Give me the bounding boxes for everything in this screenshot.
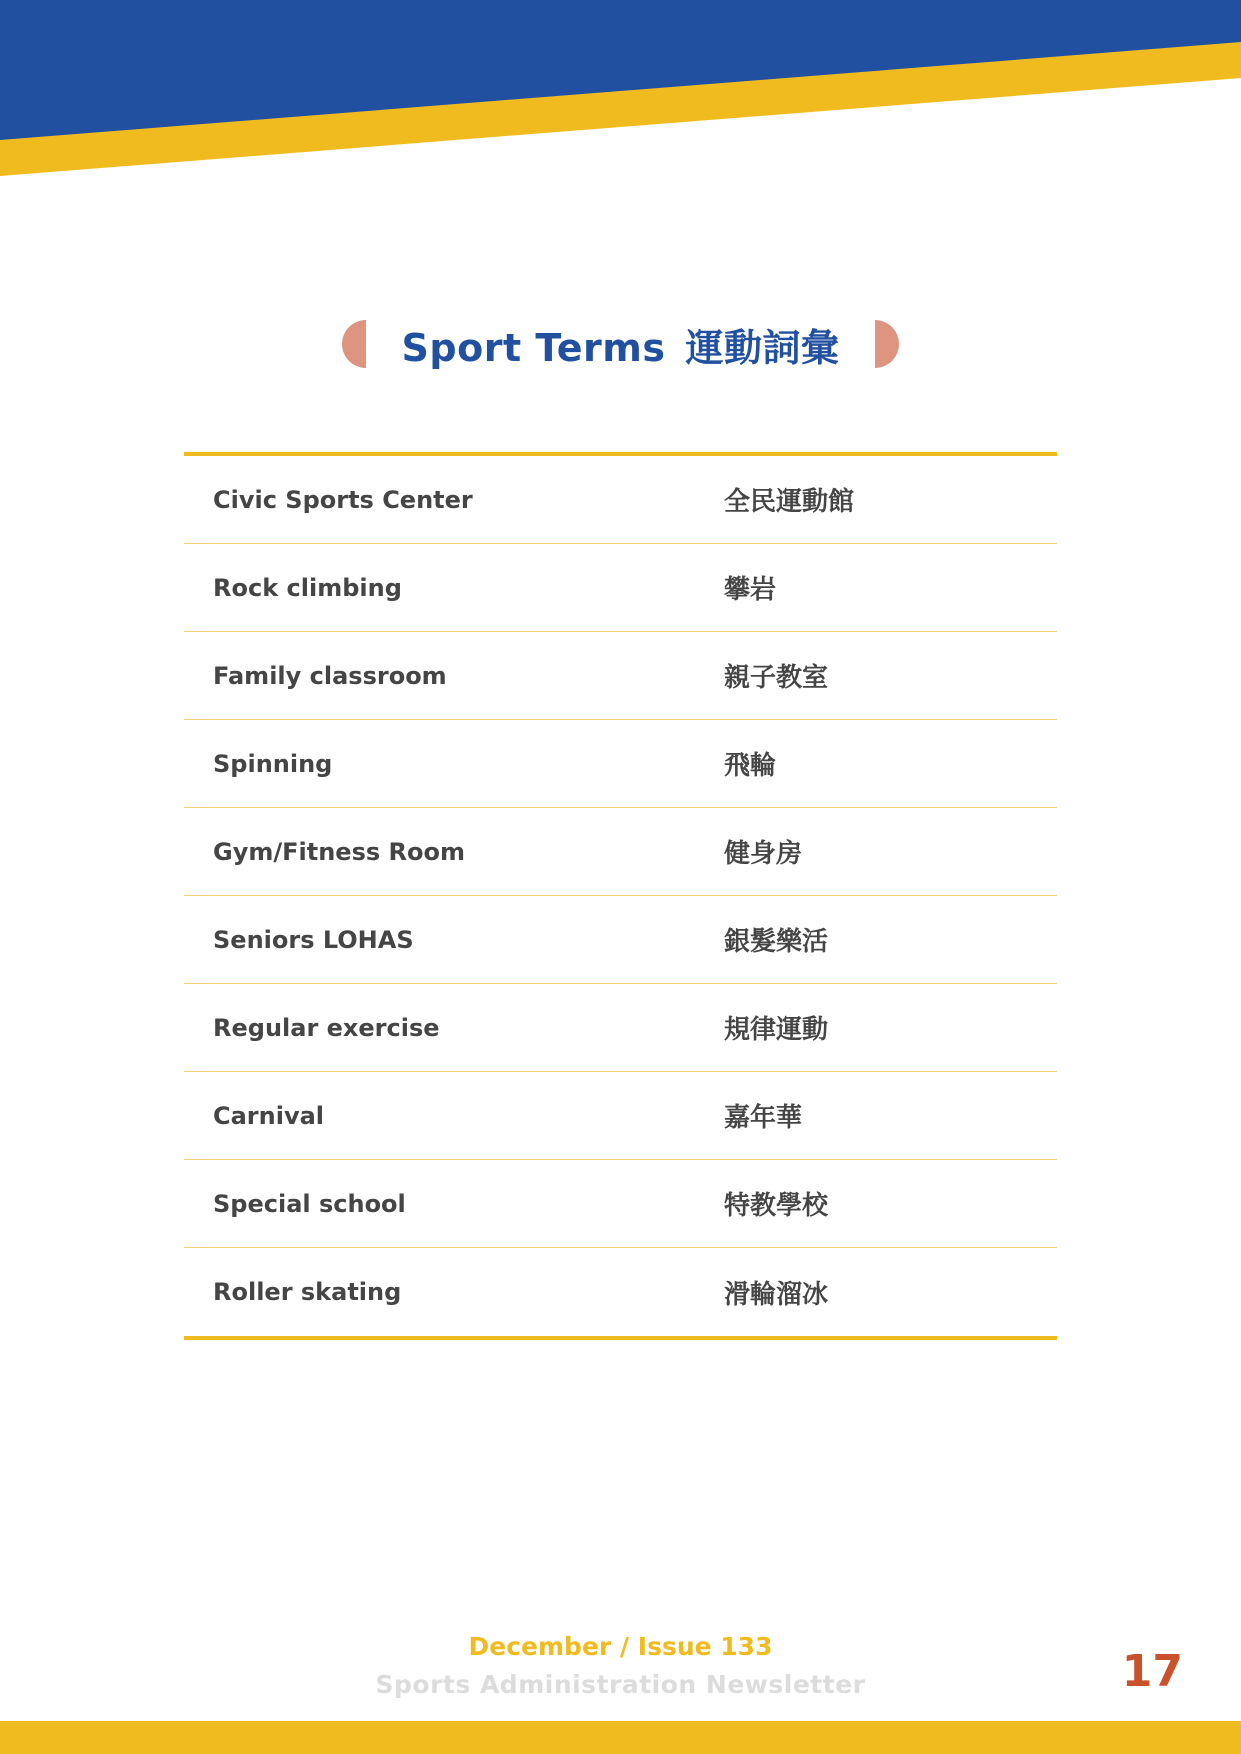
term-english: Seniors LOHAS [213,925,414,954]
term-english: Family classroom [213,661,447,690]
term-row [184,896,1057,984]
term-english: Civic Sports Center [213,485,473,514]
term-english: Rock climbing [213,573,402,602]
term-english: Spinning [213,749,333,778]
term-chinese: 健身房 [724,839,803,869]
page-title-en: Sport Terms [401,325,666,370]
term-english: Special school [213,1189,406,1218]
footer-newsletter-name: Sports Administration Newsletter [375,1670,866,1699]
term-row [184,1248,1057,1336]
term-chinese: 親子教室 [724,663,829,693]
term-english: Carnival [213,1101,325,1130]
term-english: Gym/Fitness Room [213,837,465,866]
term-english: Regular exercise [213,1013,440,1042]
term-row [184,720,1057,808]
term-chinese: 攀岩 [724,575,777,605]
term-row [184,984,1057,1072]
footer-issue: December / Issue 133 [468,1632,773,1661]
title-block [0,312,1241,376]
terms-table [184,452,1057,1340]
term-chinese: 規律運動 [724,1015,829,1045]
term-row [184,1072,1057,1160]
top-banner [0,0,1241,180]
term-chinese: 特教學校 [724,1191,829,1221]
title-left-cap [342,320,366,368]
term-row [184,456,1057,544]
page-title-zh: 運動詞彙 [685,325,840,370]
term-row [184,808,1057,896]
title-right-cap [875,320,899,368]
term-english: Roller skating [213,1278,402,1306]
term-row [184,1160,1057,1248]
bottom-bar [0,1721,1241,1754]
page-title [402,317,840,372]
term-row [184,632,1057,720]
term-chinese: 滑輪溜冰 [724,1279,829,1310]
term-row [184,544,1057,632]
term-chinese: 嘉年華 [724,1103,803,1133]
term-chinese: 銀髮樂活 [724,927,829,957]
term-chinese: 飛輪 [724,751,777,781]
page-number: 17 [1121,1646,1183,1697]
term-chinese: 全民運動館 [724,487,855,517]
